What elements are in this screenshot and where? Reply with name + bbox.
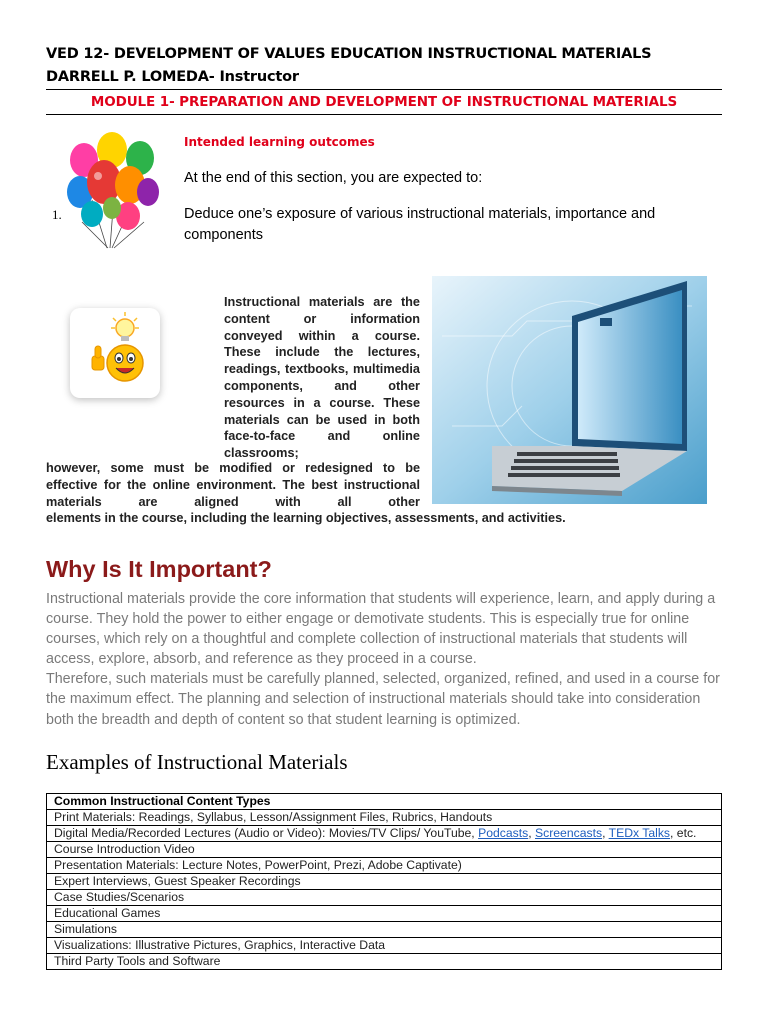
table-cell-digital-media bbox=[47, 826, 722, 842]
table-row bbox=[47, 874, 722, 890]
examples-heading: Examples of Instructional Materials bbox=[46, 750, 348, 774]
content-types-table bbox=[46, 793, 722, 970]
table-cell: Expert Interviews, Guest Speaker Recordings bbox=[47, 874, 722, 890]
outcome-number: 1. bbox=[52, 207, 62, 222]
table-row bbox=[47, 954, 722, 970]
table-row bbox=[47, 922, 722, 938]
table-cell: Case Studies/Scenarios bbox=[47, 890, 722, 906]
digital-media-text: Digital Media/Recorded Lectures (Audio or Video): Movies/TV Clips/ YouTube, bbox=[54, 826, 479, 840]
thumb-hand-icon bbox=[92, 346, 104, 370]
balloons-illustration bbox=[62, 130, 162, 250]
table-row bbox=[47, 938, 722, 954]
table-cell: Presentation Materials: Lecture Notes, PowerPoint, Prezi, Adobe Captivate) bbox=[47, 858, 722, 874]
table-cell: Simulations bbox=[47, 922, 722, 938]
learning-outcomes-intro: At the end of this section, you are expected to: bbox=[184, 170, 483, 186]
table-cell: Educational Games bbox=[47, 906, 722, 922]
definition-paragraph-part2: however, some must be modified or redesigned to be effective for the online environment. The best instructional materials are aligned with all other bbox=[46, 461, 420, 509]
link-separator: , bbox=[528, 826, 535, 840]
importance-paragraph-2: Therefore, such materials must be carefully planned, selected, organized, refined, and used in a course for the maximum effect. The planning and selection of instructional materials should take into consideration both the breadth and depth of content so that student learning is optimized. bbox=[46, 671, 720, 728]
header-divider-bottom bbox=[46, 114, 722, 115]
lightbulb-icon bbox=[111, 312, 139, 341]
table-row bbox=[47, 858, 722, 874]
smiley-lightbulb-card bbox=[70, 308, 160, 398]
tedx-talks-link[interactable]: TEDx Talks bbox=[608, 826, 671, 840]
importance-heading: Why Is It Important? bbox=[46, 556, 272, 582]
definition-paragraph-part1: Instructional materials are the content or information conveyed within a course. These include the lectures, readings, textbooks, multimedia components, and other resources in a course. These materials can be used in both face-to-face and online classrooms; bbox=[224, 295, 420, 461]
course-title: VED 12- DEVELOPMENT OF VALUES EDUCATION INSTRUCTIONAL MATERIALS bbox=[46, 46, 652, 62]
table-row bbox=[47, 810, 722, 826]
table-cell: Third Party Tools and Software bbox=[47, 954, 722, 970]
module-title: MODULE 1- PREPARATION AND DEVELOPMENT OF INSTRUCTIONAL MATERIALS bbox=[90, 94, 678, 110]
table-row bbox=[47, 842, 722, 858]
table-row bbox=[47, 826, 722, 842]
table-header-cell: Common Instructional Content Types bbox=[47, 794, 722, 810]
importance-paragraph-1: Instructional materials provide the core information that students will experience, learn, and apply during a course. They hold the power to either engage or demotivate students. This is especially true for online courses, which rely on a thoughtful and complete collection of instructional materials that students will access, explore, absorb, and reference as they proceed in a course. bbox=[46, 591, 716, 668]
table-cell: Print Materials: Readings, Syllabus, Lesson/Assignment Files, Rubrics, Handouts bbox=[47, 810, 722, 826]
laptop-image bbox=[432, 276, 707, 504]
table-row bbox=[47, 890, 722, 906]
instructor-name: DARRELL P. LOMEDA- Instructor bbox=[46, 69, 299, 85]
table-header-row bbox=[47, 794, 722, 810]
definition-paragraph-part3: elements in the course, including the learning objectives, assessments, and activities. bbox=[46, 511, 566, 525]
digital-media-suffix: , etc. bbox=[670, 826, 697, 840]
table-cell: Visualizations: Illustrative Pictures, Graphics, Interactive Data bbox=[47, 938, 722, 954]
learning-outcomes-title: Intended learning outcomes bbox=[184, 135, 375, 149]
link-separator: , bbox=[602, 826, 609, 840]
table-row bbox=[47, 906, 722, 922]
table-cell: Course Introduction Video bbox=[47, 842, 722, 858]
header-divider-top bbox=[46, 89, 722, 90]
screencasts-link[interactable]: Screencasts bbox=[535, 826, 603, 840]
podcasts-link[interactable]: Podcasts bbox=[478, 826, 529, 840]
outcome-text: Deduce one’s exposure of various instructional materials, importance and components bbox=[184, 206, 656, 243]
importance-body bbox=[46, 589, 724, 730]
thumbs-up-smiley-icon bbox=[70, 308, 160, 398]
